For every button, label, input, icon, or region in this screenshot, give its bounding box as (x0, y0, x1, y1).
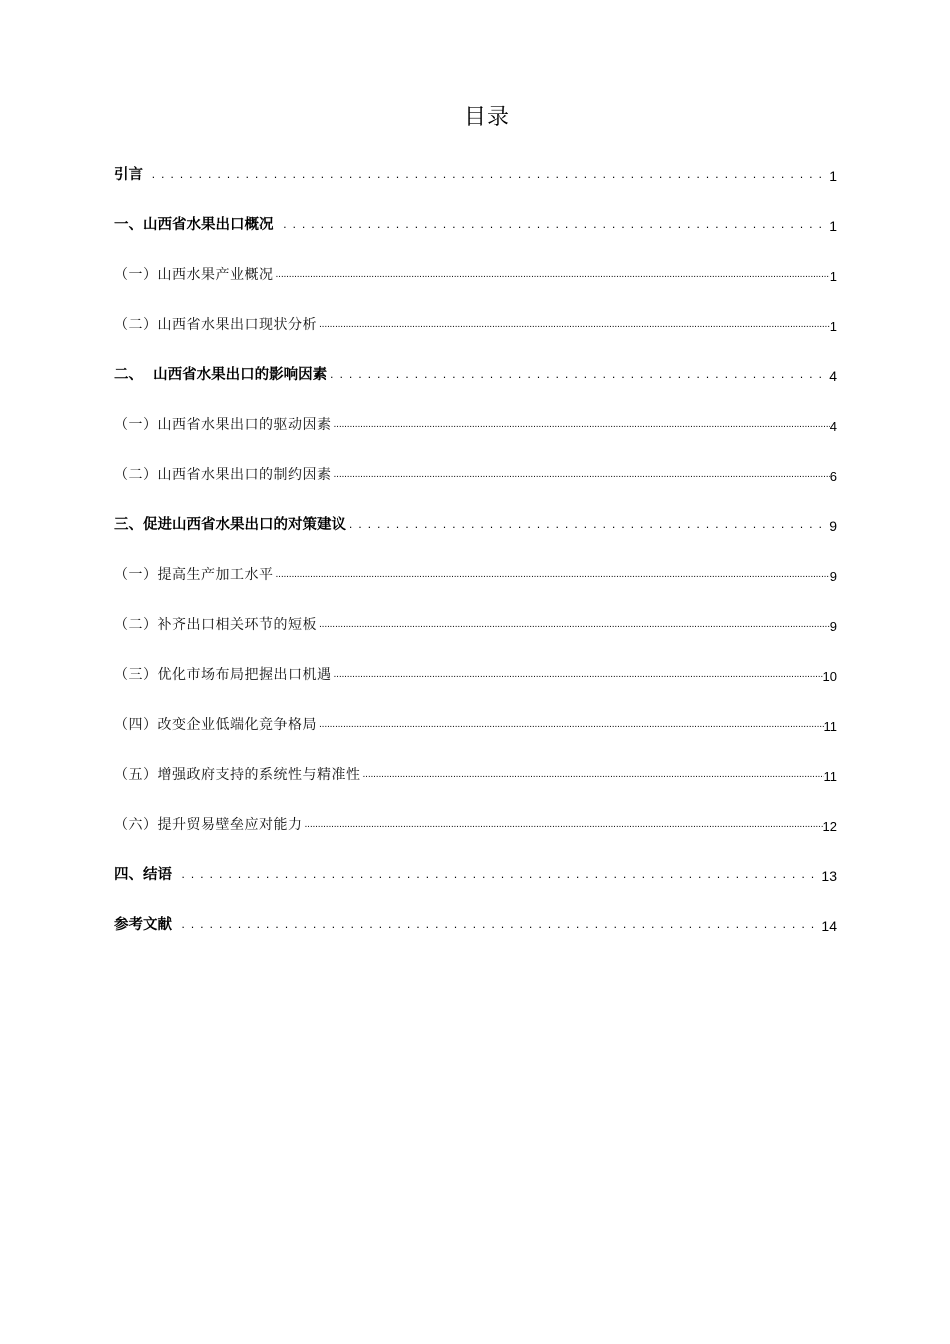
toc-entry-label: 二、 山西省水果出口的影响因素 (114, 367, 328, 383)
toc-page-number: 4 (829, 419, 837, 434)
toc-entry[interactable] (114, 150, 837, 200)
toc-subentry[interactable] (114, 750, 837, 800)
dot-leader (334, 470, 830, 480)
toc-entry[interactable] (114, 350, 837, 400)
dot-leader (276, 270, 830, 280)
toc-page-number: 1 (829, 269, 837, 284)
toc-page-number: 9 (829, 518, 837, 534)
dot-leader (319, 620, 830, 630)
toc-page-number: 4 (829, 368, 837, 384)
toc-subentry[interactable] (114, 450, 837, 500)
page-title: 目录 (463, 105, 510, 130)
toc-entry-label: （二）补齐出口相关环节的短板 (114, 617, 317, 633)
dot-leader (350, 518, 823, 531)
toc-subentry[interactable] (114, 700, 837, 750)
toc-page-number: 1 (829, 168, 837, 184)
toc-entry-label: （四）改变企业低端化竞争格局 (114, 717, 317, 733)
dot-leader (331, 368, 823, 381)
toc-page-number: 13 (821, 868, 837, 884)
toc-entry[interactable] (114, 850, 837, 900)
dot-leader (276, 570, 830, 580)
toc-subentry[interactable] (114, 800, 837, 850)
toc-entry-label: （一）提高生产加工水平 (114, 567, 274, 583)
toc-subentry[interactable] (114, 650, 837, 700)
dot-leader (363, 770, 824, 780)
toc-entry-label: （二）山西省水果出口现状分析 (114, 317, 317, 333)
toc-page-number: 11 (823, 769, 837, 784)
toc-entry-label: 一、山西省水果出口概况 (114, 217, 274, 233)
toc-entry-label: （一）山西省水果出口的驱动因素 (114, 417, 332, 433)
table-of-contents (114, 150, 837, 950)
toc-page-number: 6 (829, 469, 837, 484)
dot-leader (319, 720, 824, 730)
toc-entry[interactable] (114, 900, 837, 950)
toc-page-number: 1 (829, 319, 837, 334)
toc-entry-label: （五）增强政府支持的系统性与精准性 (114, 767, 361, 783)
toc-entry-label: （六）提升贸易壁垒应对能力 (114, 817, 303, 833)
toc-page-number: 11 (823, 719, 837, 734)
toc-entry[interactable] (114, 500, 837, 550)
toc-entry-label: （三）优化市场布局把握出口机遇 (114, 667, 332, 683)
toc-subentry[interactable] (114, 600, 837, 650)
dot-leader (147, 168, 823, 181)
toc-entry-label: 四、结语 (114, 867, 172, 883)
dot-leader (334, 420, 830, 430)
toc-page-number: 9 (829, 619, 837, 634)
dot-leader (319, 320, 830, 330)
toc-subentry[interactable] (114, 400, 837, 450)
toc-entry-label: （一）山西水果产业概况 (114, 267, 274, 283)
dot-leader (334, 670, 823, 680)
toc-entry-label: 三、促进山西省水果出口的对策建议 (114, 517, 346, 533)
toc-subentry[interactable] (114, 300, 837, 350)
toc-entry[interactable] (114, 200, 837, 250)
toc-entry-label: 参考文献 (114, 917, 172, 933)
toc-page-number: 10 (822, 669, 837, 684)
toc-subentry[interactable] (114, 550, 837, 600)
toc-subentry[interactable] (114, 250, 837, 300)
dot-leader (176, 868, 815, 881)
toc-page-number: 9 (829, 569, 837, 584)
dot-leader (305, 820, 823, 830)
dot-leader (278, 218, 824, 231)
toc-entry-label: 引言 (114, 167, 143, 183)
toc-entry-label: （二）山西省水果出口的制约因素 (114, 467, 332, 483)
toc-page-number: 1 (829, 218, 837, 234)
toc-page-number: 12 (822, 819, 837, 834)
dot-leader (176, 918, 815, 931)
toc-page-number: 14 (821, 918, 837, 934)
